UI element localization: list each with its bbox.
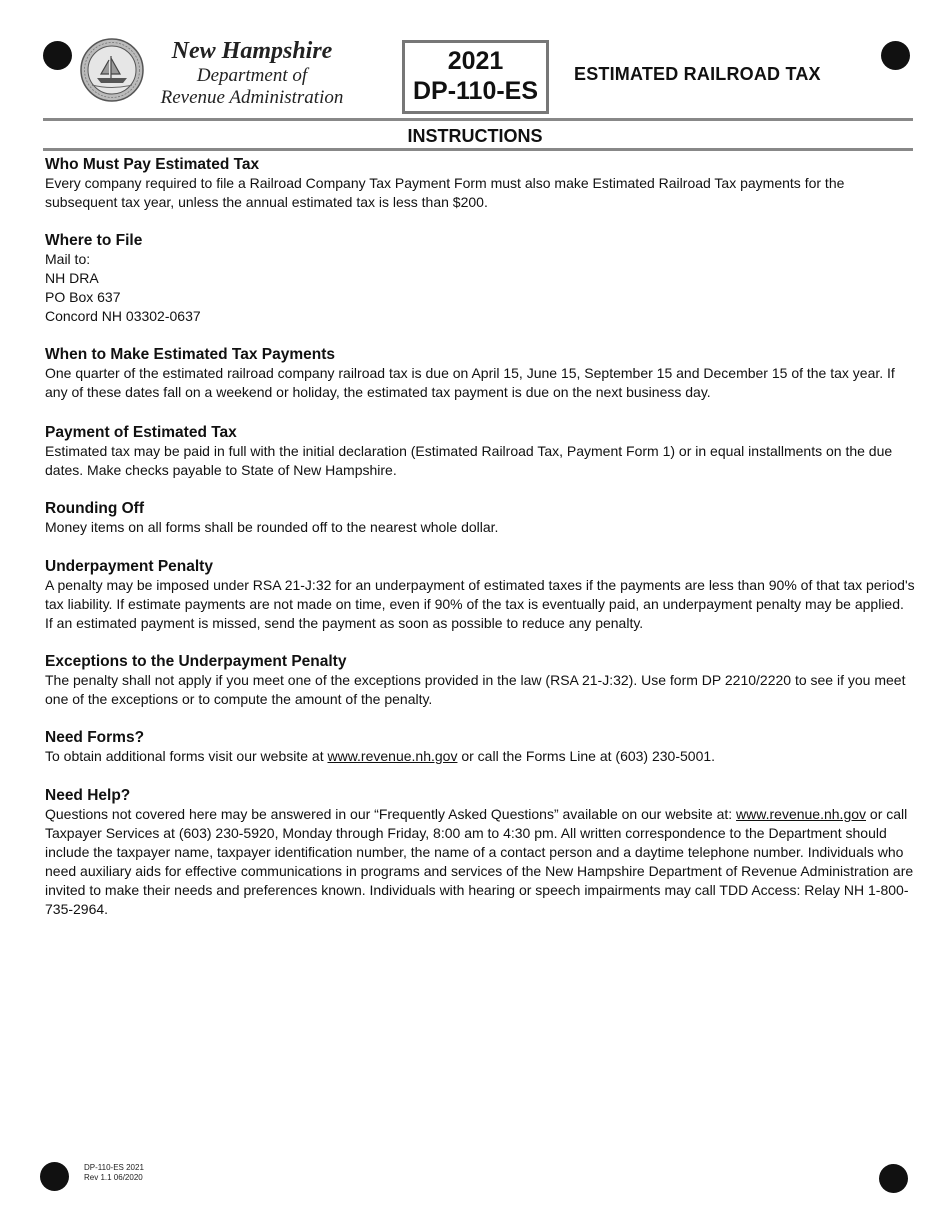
section-body: Estimated tax may be paid in full with the initial declaration (Estimated Railroad Tax, Payment Form 1) or in equal installments on the due dates. Make checks payable to State of New Hampshire. — [45, 443, 893, 478]
section-who-must-pay — [45, 155, 915, 212]
section-payment — [45, 423, 915, 480]
form-year: 2021 — [447, 47, 504, 75]
section-body: The penalty shall not apply if you meet one of the exceptions provided in the law (RSA 21-J:32). Use form DP 2210/2220 to see if you meet one of the exceptions or to compute the amount of the penalty. — [45, 672, 906, 707]
footer-form-info — [84, 1163, 144, 1183]
section-heading: Underpayment Penalty — [45, 558, 213, 575]
form-id-box — [402, 40, 549, 114]
text: Questions not covered here may be answered in our “Frequently Asked Questions” available on our website at: — [45, 806, 737, 822]
header-rule-top — [43, 118, 913, 121]
text: or call the Forms Line at (603) 230-5001. — [457, 748, 716, 764]
section-body: A penalty may be imposed under RSA 21-J:32 for an underpayment of estimated taxes if the payments are less than 90% of that tax period's tax liability. If estimate payments are not made on time, even if 90% of the tax is eventually paid, an underpayment penalty may be applied. If an estimated payment is missed, send the payment as soon as possible to reduce any penalty. — [45, 577, 915, 631]
section-heading: When to Make Estimated Tax Payments — [45, 346, 335, 363]
section-need-forms — [45, 728, 915, 766]
section-underpayment-penalty — [45, 557, 915, 633]
mail-city: Concord NH 03302-0637 — [45, 308, 201, 324]
mail-po-box: PO Box 637 — [45, 289, 121, 305]
section-exceptions — [45, 652, 915, 709]
registration-mark-top-right — [881, 41, 910, 70]
section-heading: Need Help? — [45, 787, 131, 804]
section-heading: Need Forms? — [45, 729, 145, 746]
section-heading: Payment of Estimated Tax — [45, 424, 237, 441]
section-body: Money items on all forms shall be rounded off to the nearest whole dollar. — [45, 519, 499, 535]
section-heading: Exceptions to the Underpayment Penalty — [45, 653, 347, 670]
section-heading: Rounding Off — [45, 500, 144, 517]
footer-revision: Rev 1.1 06/2020 — [84, 1173, 143, 1182]
section-where-to-file — [45, 231, 915, 326]
registration-mark-bottom-right — [879, 1164, 908, 1193]
form-number: DP-110-ES — [412, 77, 539, 105]
mail-recipient: NH DRA — [45, 270, 99, 286]
agency-name — [146, 37, 358, 109]
document-title: ESTIMATED RAILROAD TAX — [574, 64, 821, 84]
registration-mark-top-left — [43, 41, 72, 70]
mail-to-label: Mail to: — [45, 251, 91, 267]
section-body — [45, 747, 915, 766]
section-rounding — [45, 499, 915, 537]
agency-state: New Hampshire — [171, 38, 333, 64]
agency-division: Revenue Administration — [160, 87, 344, 108]
footer-form-id: DP-110-ES 2021 — [84, 1163, 144, 1172]
state-seal-icon — [80, 38, 144, 102]
section-need-help — [45, 786, 915, 919]
text: To obtain additional forms visit our website at — [45, 748, 328, 764]
instructions-title: INSTRUCTIONS — [407, 126, 543, 146]
registration-mark-bottom-left — [40, 1162, 69, 1191]
agency-department: Department of — [196, 65, 308, 86]
text: or call Taxpayer Services at (603) 230-5920, Monday through Friday, 8:00 am to 4:30 pm. All written correspondence to the Department should include the taxpayer name, taxpayer identification number, the name of a contact person and a daytime telephone number. Individuals who need auxiliary aids for effective communications in programs and services of the New Hampshire Department of Revenue Administration are invited to make their needs and preferences known. Individuals with hearing or speech impairments may call TDD Access: Relay NH 1-800-735-2964. — [45, 806, 914, 917]
website-link[interactable]: www.revenue.nh.gov — [327, 748, 458, 764]
header-rule-bottom — [43, 148, 913, 151]
section-heading: Where to File — [45, 232, 143, 249]
section-body — [45, 805, 915, 919]
website-link[interactable]: www.revenue.nh.gov — [736, 806, 867, 822]
section-body: One quarter of the estimated railroad company railroad tax is due on April 15, June 15, September 15 and December 15 of the tax year. If any of these dates fall on a weekend or holiday, the estimated tax payment is due on the next business day. — [45, 365, 895, 400]
section-heading: Who Must Pay Estimated Tax — [45, 156, 260, 173]
section-when-to-pay — [45, 345, 915, 402]
section-body: Every company required to file a Railroad Company Tax Payment Form must also make Estimated Railroad Tax payments for the subsequent tax year, unless the annual estimated tax is less than $200. — [45, 175, 845, 210]
